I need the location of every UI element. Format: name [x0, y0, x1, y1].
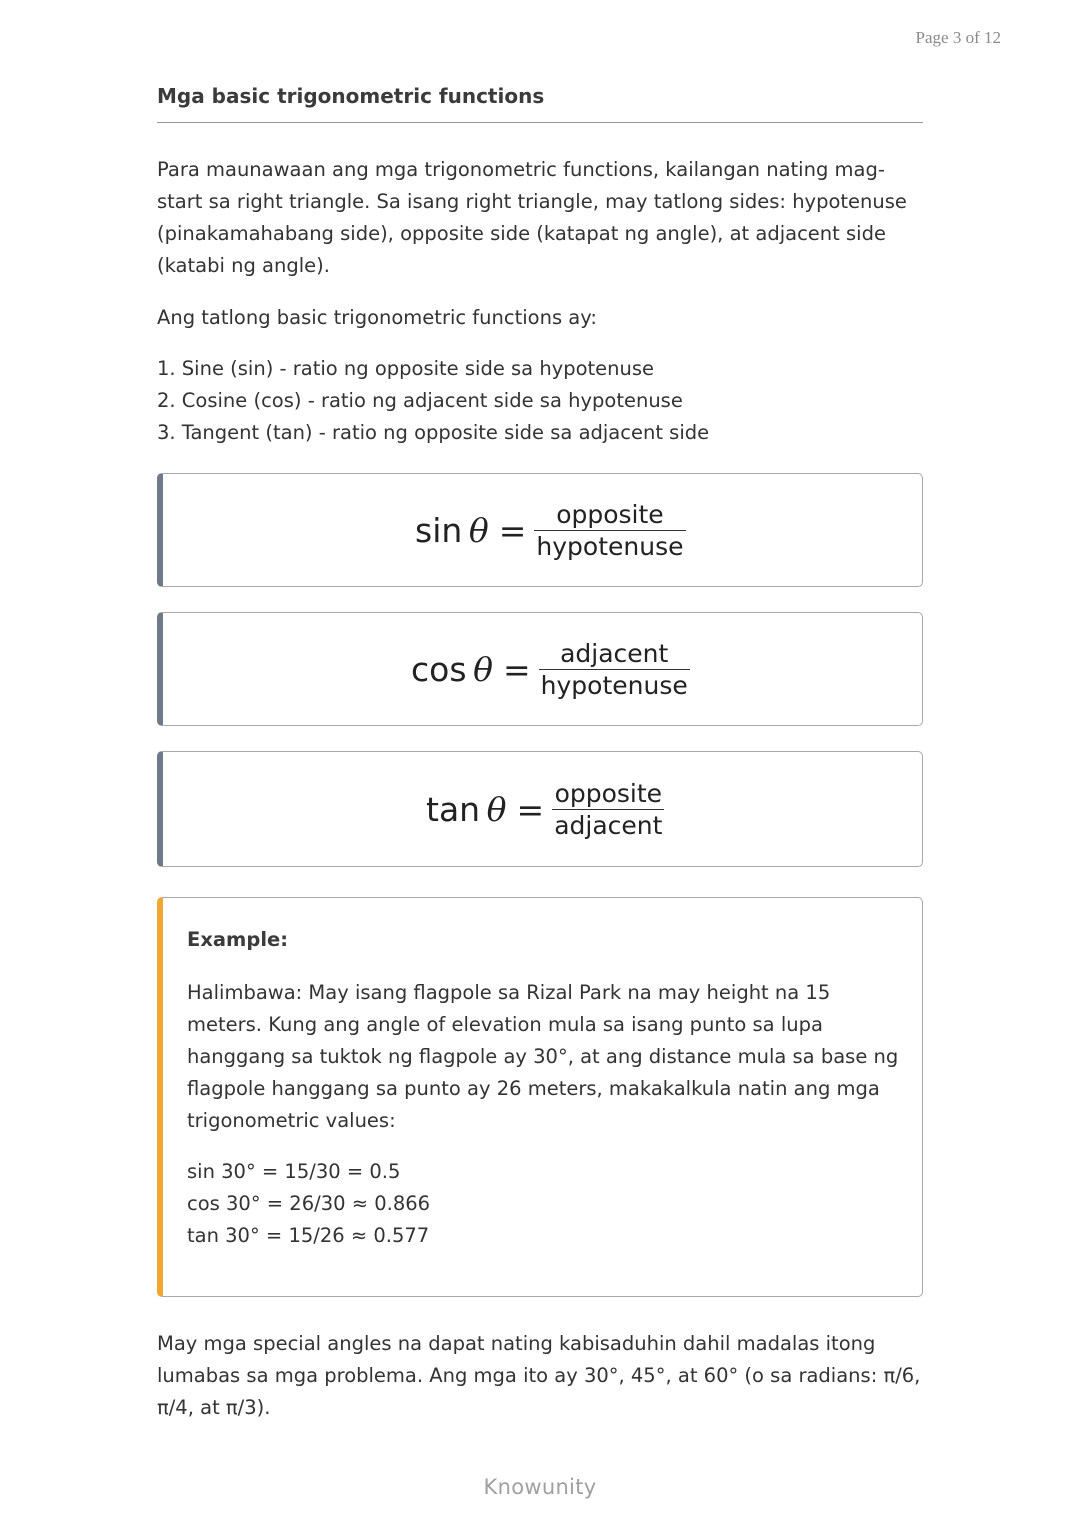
numerator: opposite: [556, 499, 664, 529]
fraction: [552, 778, 664, 841]
denominator: adjacent: [554, 810, 663, 840]
example-text: Halimbawa: May isang flagpole sa Rizal Park na may height na 15 meters. Kung ang angle of elevation mula sa isang punto sa lupa hanggang sa tuktok ng flagpole ay 30°, at ang distance mula sa base ng flagpole hanggang sa punto ay 26 meters, makakalkula natin ang mga trigonometric values:: [187, 981, 899, 1132]
functions-list: [157, 353, 709, 449]
section-title: Mga basic trigonometric functions: [157, 84, 545, 108]
calculation-line: cos 30° = 26/30 ≈ 0.866: [187, 1192, 431, 1215]
calculation-line: tan 30° = 15/26 ≈ 0.577: [187, 1224, 430, 1247]
formula-lhs: [411, 650, 493, 689]
sine-formula: [415, 474, 686, 586]
calculation-line: sin 30° = 15/30 = 0.5: [187, 1160, 401, 1183]
denominator: hypotenuse: [536, 531, 684, 561]
formula-lhs: [415, 511, 489, 550]
theta-symbol: θ: [468, 510, 489, 550]
denominator: hypotenuse: [540, 670, 688, 700]
numerator: adjacent: [560, 638, 669, 668]
numerator: opposite: [554, 778, 663, 808]
example-calculations: [187, 1156, 430, 1252]
sine-formula-box: [157, 473, 923, 587]
cosine-formula: [411, 613, 690, 725]
equals-sign: =: [503, 649, 531, 689]
list-item: 1. Sine (sin) - ratio ng opposite side sa hypotenuse: [157, 357, 655, 380]
fraction: [534, 499, 685, 562]
tangent-formula-box: [157, 751, 923, 867]
function-name: tan: [426, 789, 481, 829]
list-item: 2. Cosine (cos) - ratio ng adjacent side sa hypotenuse: [157, 389, 683, 412]
closing-paragraph: May mga special angles na dapat nating kabisaduhin dahil madalas itong lumabas sa mga problema. Ang mga ito ay 30°, 45°, at 60° (o sa radians: π/6, π/4, at π/3).: [157, 1332, 921, 1419]
list-item: 3. Tangent (tan) - ratio ng opposite side sa adjacent side: [157, 421, 710, 444]
title-divider: [157, 122, 923, 123]
example-box: [157, 897, 923, 1297]
footer-brand: Knowunity: [483, 1475, 597, 1499]
intro-paragraph: Para maunawaan ang mga trigonometric functions, kailangan nating mag-start sa right triangle. Sa isang right triangle, may tatlong sides: hypotenuse (pinakamahabang side), opposite side (katapat ng angle), at adjacent side (katabi ng angle).: [157, 158, 907, 277]
cosine-formula-box: [157, 612, 923, 726]
equals-sign: =: [498, 510, 527, 550]
equals-sign: =: [516, 789, 545, 829]
example-label: Example:: [187, 928, 289, 951]
function-name: cos: [411, 649, 467, 689]
fraction: [539, 638, 690, 701]
tangent-formula: [426, 752, 664, 866]
theta-symbol: θ: [473, 649, 493, 689]
formula-lhs: [426, 790, 507, 829]
page-indicator: Page 3 of 12: [915, 28, 1001, 47]
list-intro: Ang tatlong basic trigonometric functions ay:: [157, 306, 597, 329]
theta-symbol: θ: [486, 789, 507, 829]
function-name: sin: [415, 510, 463, 550]
